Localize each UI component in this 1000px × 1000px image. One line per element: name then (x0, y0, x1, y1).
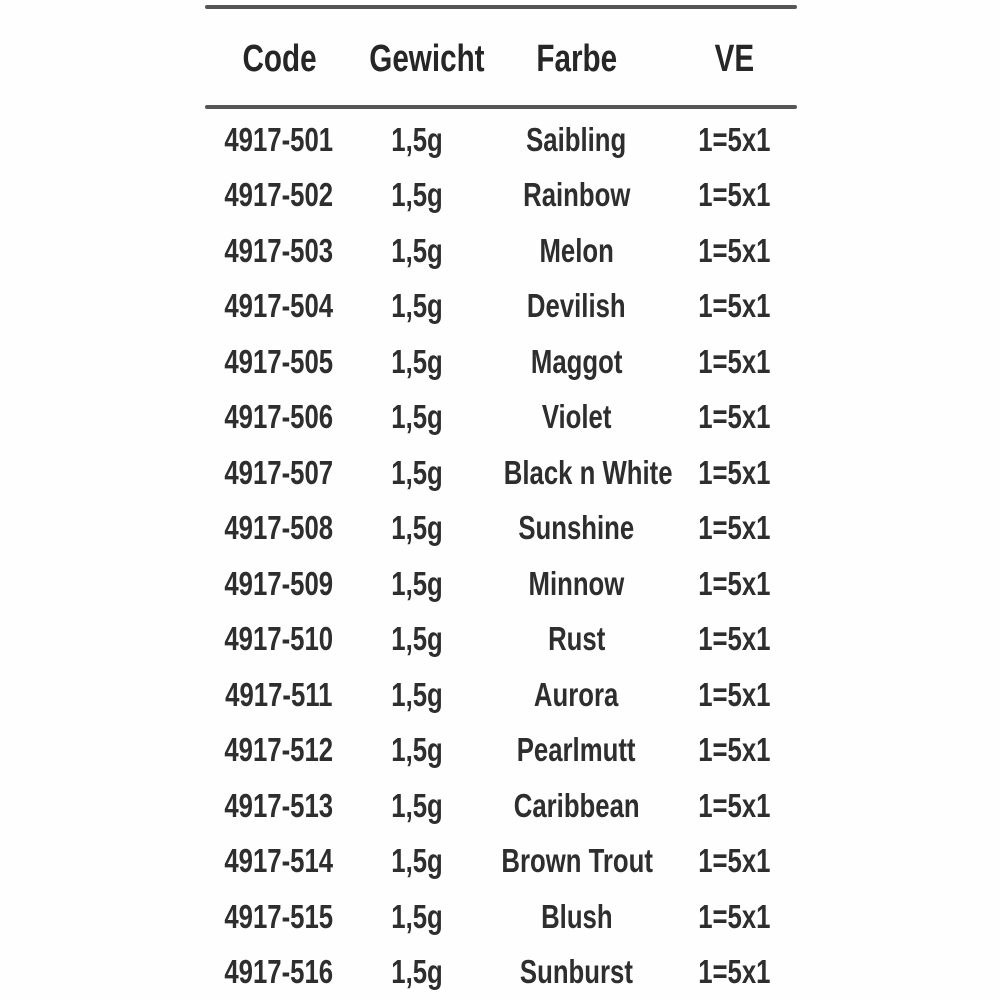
column-header-gewicht: Gewicht (369, 37, 485, 80)
cell-ve (673, 509, 797, 547)
farbe-value: Caribbean (513, 786, 640, 824)
cell-farbe (480, 454, 672, 492)
farbe-value: Blush (540, 897, 613, 935)
cell-ve (673, 676, 797, 714)
code-value: 4917-504 (224, 287, 334, 325)
cell-ve (673, 121, 797, 159)
gewicht-value: 1,5g (390, 398, 443, 436)
code-value: 4917-512 (224, 731, 334, 769)
ve-value: 1=5x1 (698, 731, 771, 769)
cell-gewicht (353, 620, 480, 658)
cell-farbe (480, 565, 672, 603)
gewicht-value: 1,5g (390, 897, 443, 935)
header-cell-ve (673, 38, 797, 81)
column-header-ve: VE (715, 37, 755, 80)
cell-gewicht (353, 842, 480, 880)
farbe-value: Minnow (528, 564, 625, 602)
code-value: 4917-511 (225, 675, 333, 713)
cell-farbe (480, 343, 672, 381)
code-value: 4917-515 (224, 897, 334, 935)
product-table (205, 0, 797, 1000)
ve-value: 1=5x1 (698, 176, 771, 214)
table-row (205, 390, 797, 446)
cell-farbe (480, 398, 672, 436)
cell-gewicht (353, 509, 480, 547)
code-value: 4917-505 (224, 342, 334, 380)
cell-gewicht (353, 398, 480, 436)
cell-gewicht (353, 953, 480, 991)
ve-value: 1=5x1 (698, 897, 771, 935)
gewicht-value: 1,5g (390, 120, 443, 158)
code-value: 4917-509 (224, 564, 334, 602)
table-row (205, 501, 797, 557)
cell-farbe (480, 287, 672, 325)
cell-code (205, 287, 353, 325)
farbe-value: Sunburst (519, 953, 633, 991)
cell-gewicht (353, 454, 480, 492)
code-value: 4917-501 (224, 120, 334, 158)
cell-ve (673, 398, 797, 436)
farbe-value: Rainbow (522, 176, 631, 214)
ve-value: 1=5x1 (698, 842, 771, 880)
gewicht-value: 1,5g (390, 509, 443, 547)
cell-code (205, 232, 353, 270)
gewicht-value: 1,5g (390, 231, 443, 269)
gewicht-value: 1,5g (390, 342, 443, 380)
cell-gewicht (353, 898, 480, 936)
cell-ve (673, 620, 797, 658)
cell-farbe (480, 898, 672, 936)
code-value: 4917-510 (224, 620, 334, 658)
cell-gewicht (353, 121, 480, 159)
cell-ve (673, 232, 797, 270)
ve-value: 1=5x1 (698, 675, 771, 713)
gewicht-value: 1,5g (390, 620, 443, 658)
farbe-value: Pearlmutt (517, 731, 636, 769)
gewicht-value: 1,5g (390, 675, 443, 713)
table-row (205, 778, 797, 834)
table-header-row (205, 9, 797, 105)
gewicht-value: 1,5g (390, 453, 443, 491)
table-row (205, 445, 797, 501)
table-row (205, 945, 797, 1000)
ve-value: 1=5x1 (698, 620, 771, 658)
cell-code (205, 121, 353, 159)
cell-farbe (480, 953, 672, 991)
ve-value: 1=5x1 (698, 953, 771, 991)
code-value: 4917-502 (224, 176, 334, 214)
farbe-value: Melon (539, 231, 614, 269)
farbe-value: Maggot (530, 342, 623, 380)
cell-farbe (480, 121, 672, 159)
header-cell-code (205, 38, 353, 81)
code-value: 4917-506 (224, 398, 334, 436)
cell-gewicht (353, 565, 480, 603)
cell-ve (673, 176, 797, 214)
ve-value: 1=5x1 (698, 786, 771, 824)
table-row (205, 667, 797, 723)
cell-farbe (480, 232, 672, 270)
cell-code (205, 731, 353, 769)
cell-ve (673, 565, 797, 603)
gewicht-value: 1,5g (390, 731, 443, 769)
cell-code (205, 620, 353, 658)
code-value: 4917-516 (224, 953, 334, 991)
cell-code (205, 898, 353, 936)
cell-code (205, 953, 353, 991)
cell-ve (673, 454, 797, 492)
table-row (205, 279, 797, 335)
cell-gewicht (353, 287, 480, 325)
farbe-value: Violet (541, 398, 612, 436)
cell-gewicht (353, 232, 480, 270)
cell-code (205, 343, 353, 381)
table-row (205, 334, 797, 390)
cell-gewicht (353, 676, 480, 714)
table-row (205, 834, 797, 890)
cell-code (205, 842, 353, 880)
gewicht-value: 1,5g (390, 842, 443, 880)
cell-code (205, 454, 353, 492)
ve-value: 1=5x1 (698, 564, 771, 602)
cell-ve (673, 787, 797, 825)
table-row (205, 889, 797, 945)
table-row (205, 168, 797, 224)
farbe-value: Aurora (534, 675, 619, 713)
farbe-value: Rust (547, 620, 606, 658)
cell-code (205, 509, 353, 547)
cell-code (205, 787, 353, 825)
cell-ve (673, 731, 797, 769)
cell-farbe (480, 176, 672, 214)
gewicht-value: 1,5g (390, 953, 443, 991)
farbe-value: Devilish (527, 287, 626, 325)
ve-value: 1=5x1 (698, 287, 771, 325)
farbe-value: Brown Trout (501, 842, 654, 880)
gewicht-value: 1,5g (390, 287, 443, 325)
table-row (205, 112, 797, 168)
gewicht-value: 1,5g (390, 564, 443, 602)
ve-value: 1=5x1 (698, 453, 771, 491)
table-body (205, 109, 797, 1000)
farbe-value: Black n White (504, 453, 673, 491)
ve-value: 1=5x1 (698, 342, 771, 380)
table-row (205, 723, 797, 779)
code-value: 4917-514 (224, 842, 334, 880)
column-header-code: Code (241, 37, 317, 80)
table-row (205, 612, 797, 668)
cell-code (205, 176, 353, 214)
code-value: 4917-503 (224, 231, 334, 269)
ve-value: 1=5x1 (698, 509, 771, 547)
cell-code (205, 565, 353, 603)
column-header-farbe: Farbe (536, 37, 617, 80)
cell-gewicht (353, 176, 480, 214)
header-cell-gewicht (353, 37, 485, 81)
cell-farbe (480, 676, 672, 714)
cell-ve (673, 898, 797, 936)
ve-value: 1=5x1 (698, 231, 771, 269)
code-value: 4917-507 (224, 453, 334, 491)
cell-farbe (480, 620, 672, 658)
cell-gewicht (353, 731, 480, 769)
farbe-value: Saibling (526, 120, 627, 158)
cell-farbe (480, 509, 672, 547)
cell-code (205, 398, 353, 436)
table-row (205, 223, 797, 279)
gewicht-value: 1,5g (390, 786, 443, 824)
code-value: 4917-513 (224, 786, 334, 824)
cell-ve (673, 842, 797, 880)
cell-farbe (480, 787, 672, 825)
cell-ve (673, 287, 797, 325)
ve-value: 1=5x1 (698, 120, 771, 158)
header-cell-farbe (480, 38, 672, 81)
gewicht-value: 1,5g (390, 176, 443, 214)
code-value: 4917-508 (224, 509, 334, 547)
cell-ve (673, 953, 797, 991)
cell-gewicht (353, 787, 480, 825)
cell-farbe (480, 842, 672, 880)
farbe-value: Sunshine (518, 509, 635, 547)
cell-farbe (480, 731, 672, 769)
cell-gewicht (353, 343, 480, 381)
cell-ve (673, 343, 797, 381)
cell-code (205, 676, 353, 714)
ve-value: 1=5x1 (698, 398, 771, 436)
table-row (205, 556, 797, 612)
